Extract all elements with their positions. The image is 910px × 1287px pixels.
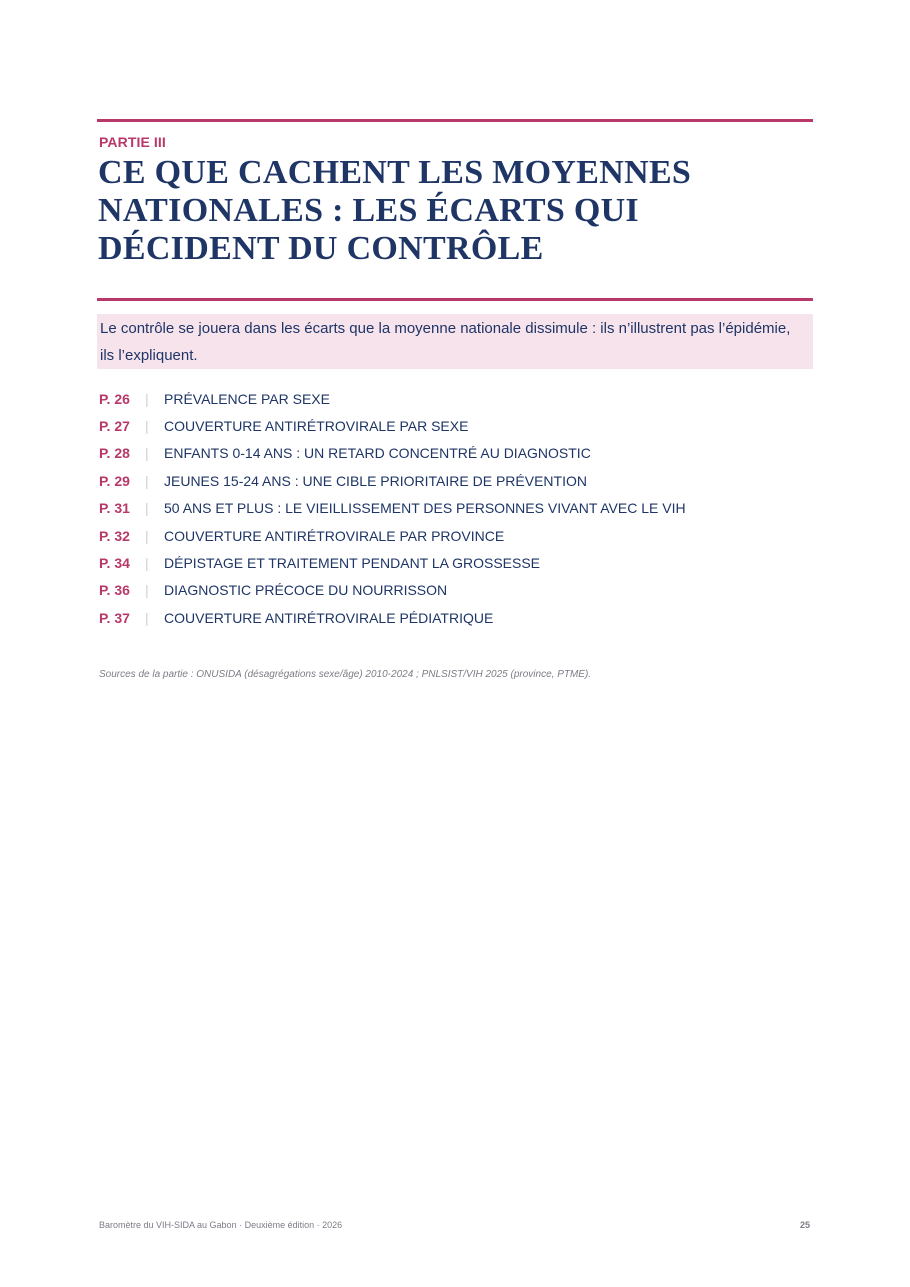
toc-item[interactable] [99,440,686,467]
toc-page-number: P. 34 [99,555,130,572]
top-divider [97,119,813,122]
toc-item[interactable] [99,522,686,549]
toc-separator: | [145,472,149,489]
toc-separator: | [145,445,149,462]
toc-separator: | [145,555,149,572]
title-line: CE QUE CACHENT LES MOYENNES [98,154,692,191]
title-line: NATIONALES : LES ÉCARTS QUI [98,192,639,229]
toc-label: JEUNES 15-24 ANS : UNE CIBLE PRIORITAIRE DE PRÉVENTION [164,472,587,489]
toc-separator: | [145,527,149,544]
toc-label: DIAGNOSTIC PRÉCOCE DU NOURRISSON [164,582,448,599]
bottom-divider [97,298,813,301]
toc-label: PRÉVALENCE PAR SEXE [164,390,330,407]
toc-separator: | [145,418,149,435]
toc-item[interactable] [99,467,686,494]
toc-page-number: P. 36 [99,582,130,599]
toc-label: ENFANTS 0-14 ANS : UN RETARD CONCENTRÉ AU DIAGNOSTIC [164,445,591,462]
toc-separator: | [145,609,149,626]
footer-page-number: 25 [799,1220,810,1230]
toc-item[interactable] [99,495,686,522]
toc-separator: | [145,390,149,407]
toc-label: DÉPISTAGE ET TRAITEMENT PENDANT LA GROSSESSE [164,555,541,572]
toc-page-number: P. 26 [99,390,130,407]
toc-label: COUVERTURE ANTIRÉTROVIRALE PAR PROVINCE [164,527,505,544]
toc-page-number: P. 31 [99,500,130,517]
toc-page-number: P. 28 [99,445,130,462]
toc-label: 50 ANS ET PLUS : LE VIEILLISSEMENT DES PERSONNES VIVANT AVEC LE VIH [164,500,686,517]
toc-page-number: P. 37 [99,609,130,626]
sources-note: Sources de la partie : ONUSIDA (désagrégations sexe/âge) 2010-2024 ; PNLSIST/VIH 2025 (province, PTME). [99,669,592,680]
toc-item[interactable] [99,577,686,604]
toc-label: COUVERTURE ANTIRÉTROVIRALE PÉDIATRIQUE [164,609,494,626]
toc-separator: | [145,582,149,599]
page-title [98,154,798,268]
toc-page-number: P. 27 [99,418,130,435]
toc-item[interactable] [99,385,686,412]
toc-page-number: P. 32 [99,527,130,544]
toc-item[interactable] [99,549,686,576]
toc-label: COUVERTURE ANTIRÉTROVIRALE PAR SEXE [164,418,469,435]
part-label: PARTIE III [99,134,166,150]
toc-separator: | [145,500,149,517]
lead-callout: Le contrôle se jouera dans les écarts que la moyenne nationale dissimule : ils n’illustrent pas l’épidémie, ils l’expliquent. [97,314,813,369]
table-of-contents [99,385,686,632]
title-line: DÉCIDENT DU CONTRÔLE [98,230,544,267]
footer-publication: Baromètre du VIH-SIDA au Gabon · Deuxième édition · 2026 [99,1220,343,1230]
toc-page-number: P. 29 [99,472,130,489]
toc-item[interactable] [99,604,686,631]
toc-item[interactable] [99,412,686,439]
